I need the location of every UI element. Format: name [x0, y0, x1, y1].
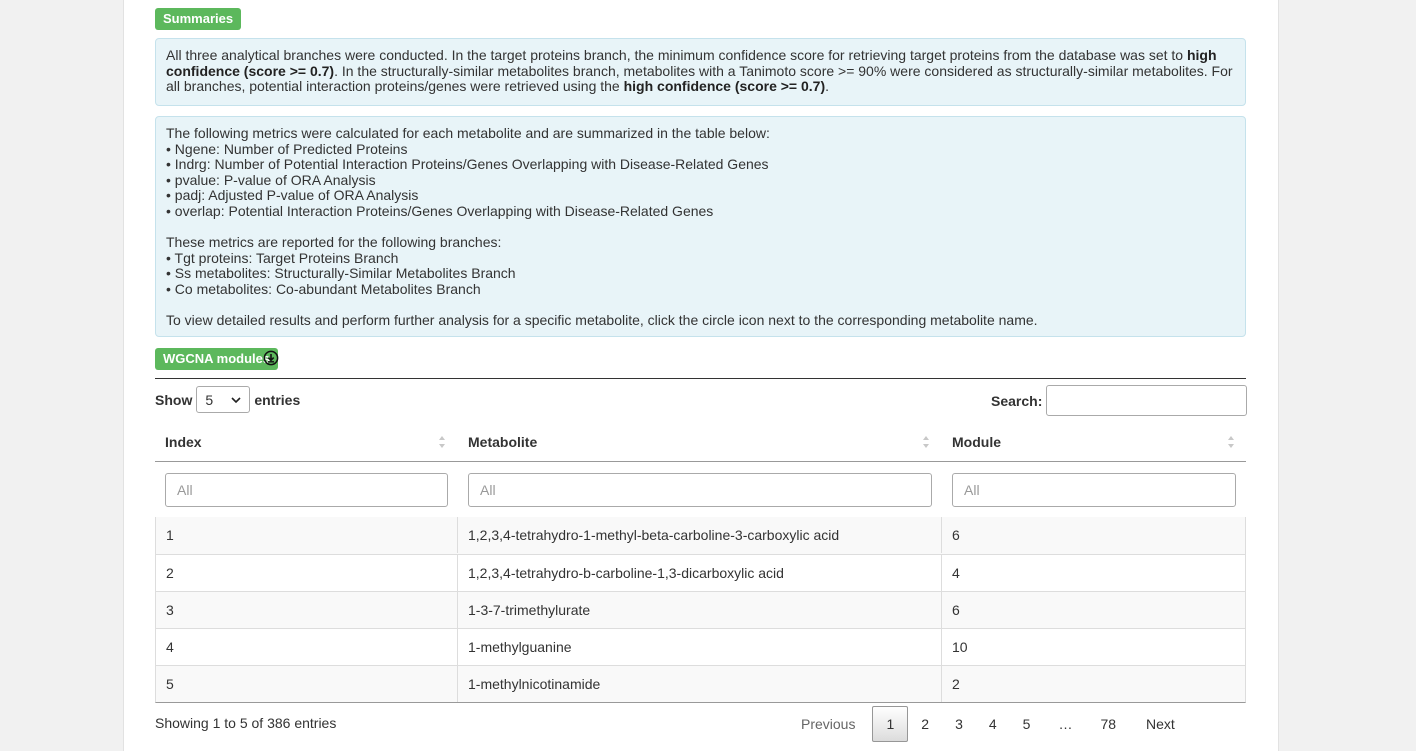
filter-input-module[interactable]: All [952, 473, 1236, 507]
summary-bold-confidence: high confidence (score >= 0.7) [166, 47, 1217, 79]
summary-text-2: . In the structurally-similar metabolites branch, metabolites with a Tanimoto score >= 90% were considered as structurally-similar metabolites. For all branches, potential interaction proteins/genes were retrieved using the [166, 62, 1233, 95]
summary-text: All three analytical branches were conducted. In the target proteins branch, the minimum confidence score for retrieving target proteins from the database was set to [166, 47, 1187, 63]
column-header-index[interactable] [155, 425, 458, 461]
cell-index: 1 [156, 517, 458, 553]
table-top-rule [155, 378, 1246, 379]
entries-label: entries [254, 391, 301, 408]
sort-both-icon [1227, 434, 1235, 450]
download-circle-icon[interactable] [263, 350, 279, 366]
pagination-page[interactable]: 4 [988, 716, 997, 732]
page-length-control [155, 386, 300, 413]
pagination-page[interactable]: 2 [921, 716, 930, 732]
table-row[interactable] [156, 554, 1245, 591]
search-label: Search: [991, 392, 1043, 409]
cell-metabolite: 1-3-7-trimethylurate [458, 592, 942, 628]
cell-metabolite: 1,2,3,4-tetrahydro-1-methyl-beta-carboline-3-carboxylic acid [458, 517, 942, 553]
summaries-section [155, 8, 1246, 30]
pagination-ellipsis: … [1058, 716, 1073, 732]
column-header-metabolite[interactable] [458, 425, 942, 461]
cell-metabolite: 1-methylguanine [458, 629, 942, 665]
metric-item: • Indrg: Number of Potential Interaction Proteins/Genes Overlapping with Disease-Related Genes [166, 156, 769, 173]
sort-both-icon [922, 434, 930, 450]
summary-bold-confidence-2: high confidence (score >= 0.7) [623, 78, 826, 95]
sort-both-icon [438, 434, 446, 450]
summaries-badge: Summaries [155, 8, 241, 30]
column-header-module[interactable] [942, 425, 1246, 461]
table-row[interactable] [156, 665, 1245, 702]
cell-module: 10 [952, 639, 968, 655]
pagination-next[interactable]: Next [1146, 716, 1175, 732]
pagination-page-current[interactable]: 1 [872, 706, 908, 742]
cell-module: 2 [952, 676, 960, 692]
table-row[interactable] [156, 517, 1245, 554]
cell-module: 6 [952, 602, 960, 618]
table-row[interactable] [156, 628, 1245, 665]
column-header-label: Metabolite [468, 434, 538, 450]
column-header-label: Module [952, 434, 1001, 450]
table-header [155, 425, 1246, 462]
search-control [991, 385, 1247, 416]
metric-item: • Ngene: Number of Predicted Proteins [166, 140, 408, 157]
branches-intro: These metrics are reported for the following branches: [166, 234, 502, 251]
cell-module: 6 [952, 527, 960, 543]
summary-info-box [155, 38, 1246, 106]
cell-index: 4 [156, 629, 458, 665]
cell-metabolite: 1-methylnicotinamide [458, 666, 942, 702]
filter-input-index[interactable]: All [165, 473, 448, 507]
pagination-page-last[interactable]: 78 [1100, 716, 1117, 732]
table-row[interactable] [156, 591, 1245, 628]
branch-item: • Co metabolites: Co-abundant Metabolites Branch [166, 280, 481, 297]
cell-index: 2 [156, 555, 458, 591]
column-header-label: Index [165, 434, 202, 450]
cell-metabolite: 1,2,3,4-tetrahydro-b-carboline-1,3-dicarboxylic acid [458, 555, 942, 591]
metric-item: • pvalue: P-value of ORA Analysis [166, 171, 376, 188]
table-body [155, 517, 1246, 703]
content-panel [123, 0, 1279, 751]
table-info: Showing 1 to 5 of 386 entries [155, 715, 337, 731]
pagination [784, 706, 1192, 742]
pagination-previous[interactable]: Previous [801, 716, 856, 732]
cell-index: 3 [156, 592, 458, 628]
metrics-info-box [155, 116, 1246, 337]
column-filters [155, 463, 1246, 518]
search-input[interactable] [1046, 385, 1247, 416]
cell-index: 5 [156, 666, 458, 702]
metric-item: • padj: Adjusted P-value of ORA Analysis [166, 187, 419, 204]
pagination-page[interactable]: 3 [955, 716, 963, 732]
cell-module: 4 [952, 565, 960, 581]
show-label: Show [155, 391, 193, 408]
page-length-select[interactable] [196, 386, 250, 413]
wgcna-header [155, 348, 1246, 370]
branch-item: • Ss metabolites: Structurally-Similar Metabolites Branch [166, 265, 516, 282]
page-length-value: 5 [205, 391, 214, 408]
summary-text-end: . [825, 78, 830, 95]
chevron-down-icon [231, 397, 241, 403]
filter-input-metabolite[interactable]: All [468, 473, 932, 507]
pagination-page[interactable]: 5 [1022, 716, 1031, 732]
metrics-footer: To view detailed results and perform further analysis for a specific metabolite, click the circle icon next to the corresponding metabolite name. [166, 312, 1038, 329]
metrics-intro: The following metrics were calculated for each metabolite and are summarized in the table below: [166, 125, 770, 141]
metric-item: • overlap: Potential Interaction Proteins/Genes Overlapping with Disease-Related Genes [166, 202, 714, 219]
branch-item: • Tgt proteins: Target Proteins Branch [166, 249, 399, 266]
wgcna-badge: WGCNA modules [155, 348, 278, 370]
